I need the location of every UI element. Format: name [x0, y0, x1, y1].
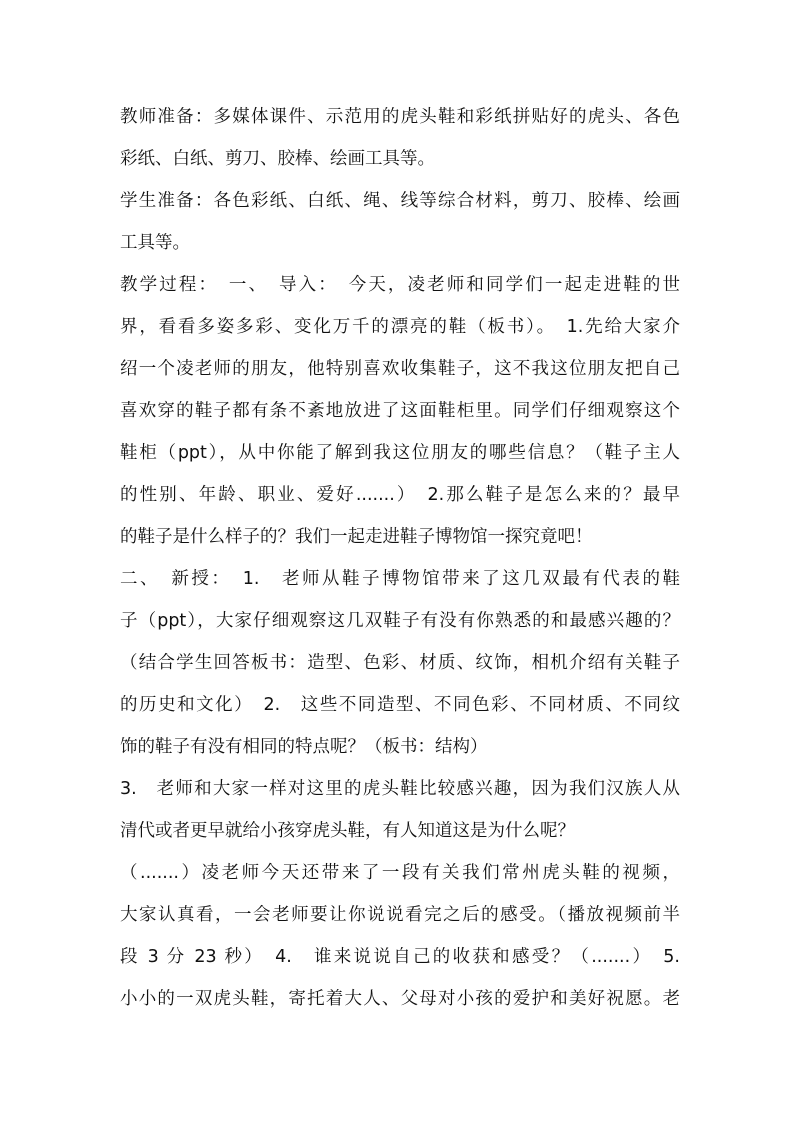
text-line: 二、 新授： 1. 老师从鞋子博物馆带来了这几双最有代表的鞋	[120, 569, 680, 589]
text-line: 饰的鞋子有没有相同的特点呢？（板书：结构）	[120, 737, 488, 757]
text-line: 鞋柜（ppt），从中你能了解到我这位朋友的哪些信息？（鞋子主人	[120, 443, 680, 463]
body-text	[120, 96, 680, 1020]
text-line: （结合学生回答板书：造型、色彩、材质、纹饰，相机介绍有关鞋子	[120, 653, 680, 673]
text-line: 学生准备：各色彩纸、白纸、绳、线等综合材料，剪刀、胶棒、绘画	[120, 191, 680, 211]
text-line: 的历史和文化） 2. 这些不同造型、不同色彩、不同材质、不同纹	[120, 695, 680, 715]
text-line: 工具等。	[120, 233, 190, 253]
text-line: 教师准备：多媒体课件、示范用的虎头鞋和彩纸拼贴好的虎头、各色	[120, 107, 680, 127]
text-line: 彩纸、白纸、剪刀、胶棒、绘画工具等。	[120, 149, 435, 169]
text-line: 清代或者更早就给小孩穿虎头鞋，有人知道这是为什么呢？	[120, 821, 575, 841]
text-line: 段 3 分 23 秒） 4. 谁来说说自己的收获和感受？（.......） 5.	[120, 947, 680, 967]
text-line: 3. 老师和大家一样对这里的虎头鞋比较感兴趣，因为我们汉族人从	[120, 779, 680, 799]
text-line: 大家认真看，一会老师要让你说说看完之后的感受。（播放视频前半	[120, 905, 680, 925]
text-line: 喜欢穿的鞋子都有条不紊地放进了这面鞋柜里。同学们仔细观察这个	[120, 401, 680, 421]
text-line: （.......）凌老师今天还带来了一段有关我们常州虎头鞋的视频，	[120, 863, 680, 883]
text-line: 教学过程： 一、 导入： 今天，凌老师和同学们一起走进鞋的世	[120, 275, 680, 295]
text-line: 的性别、年龄、职业、爱好.......） 2.那么鞋子是怎么来的？最早	[120, 485, 680, 505]
text-line: 小小的一双虎头鞋，寄托着大人、父母对小孩的爱护和美好祝愿。老	[120, 989, 680, 1009]
text-line: 子（ppt），大家仔细观察这几双鞋子有没有你熟悉的和最感兴趣的？	[120, 611, 680, 631]
text-line: 绍一个凌老师的朋友，他特别喜欢收集鞋子，这不我这位朋友把自己	[120, 359, 680, 379]
text-line: 界，看看多姿多彩、变化万千的漂亮的鞋（板书）。 1.先给大家介	[120, 317, 680, 337]
text-line: 的鞋子是什么样子的？我们一起走进鞋子博物馆一探究竟吧！	[120, 527, 593, 547]
